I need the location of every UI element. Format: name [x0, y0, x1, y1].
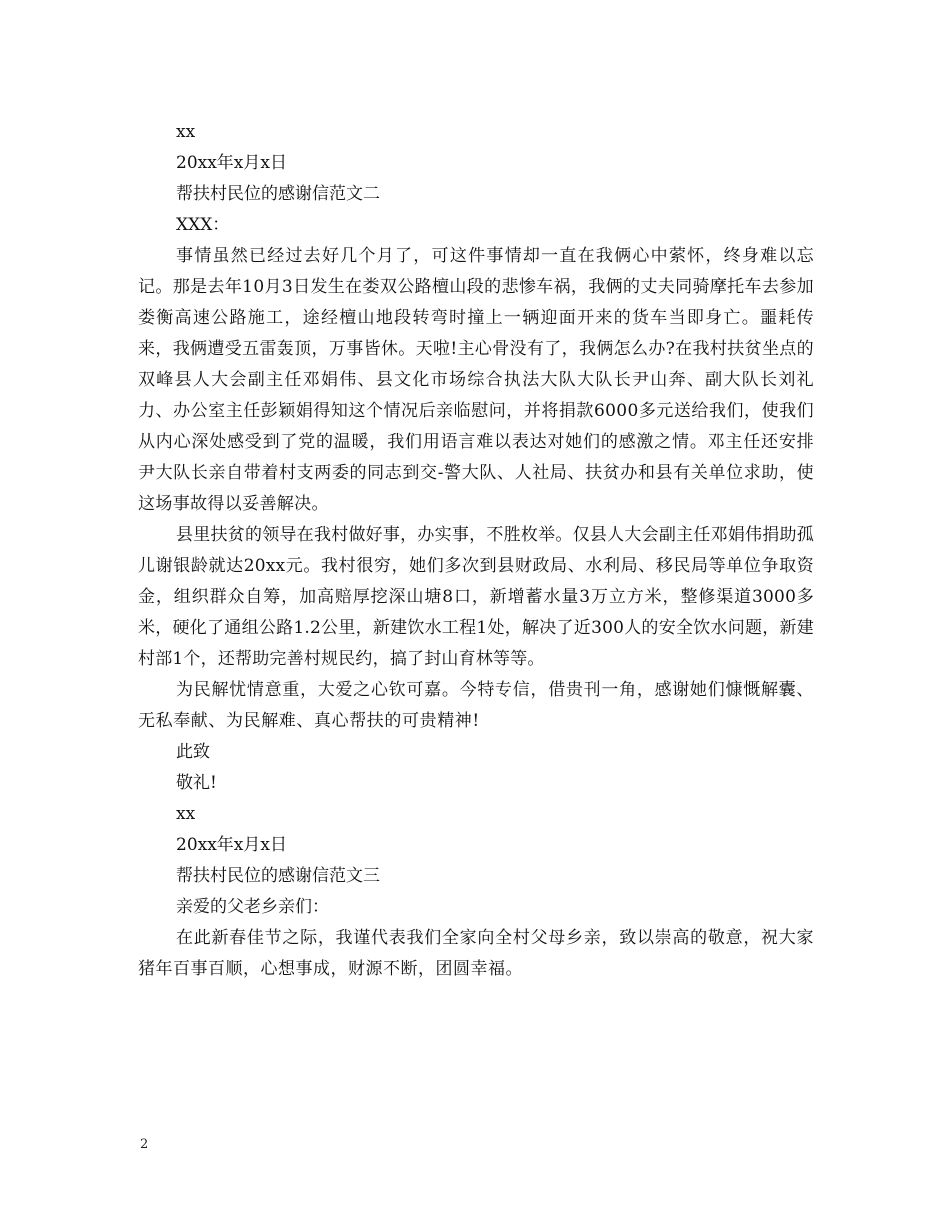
page-number: 2: [140, 1137, 149, 1152]
paragraph: 县里扶贫的领导在我村做好事，办实事，不胜枚举。仅县人大会副主任邓娟伟捐助孤儿谢银龄就达20xx元。我村很穷，她们多次到县财政局、水利局、移民局等单位争取资金，组织群众自筹，加高赔厚挖深山塘8口，新增蓄水量3万立方米，整修渠道3000多米，硬化了通组公路1.2公里，新建饮水工程1处，解决了近300人的安全饮水问题，新建村部1个，还帮助完善村规民约，搞了封山育林等等。: [138, 525, 814, 669]
salutation: XXX：: [176, 215, 230, 235]
document-body: [138, 117, 814, 985]
signature: xx: [176, 804, 196, 824]
paragraph: 在此新春佳节之际，我谨代表我们全家向全村父母乡亲，致以崇高的敬意，祝大家猪年百事百顺，心想事成，财源不断，团圆幸福。: [138, 928, 814, 979]
paragraph: 为民解忧情意重，大爱之心钦可嘉。今特专信，借贵刊一角，感谢她们慷慨解囊、无私奉献、为民解难、真心帮扶的可贵精神!: [138, 680, 814, 731]
closing-line: 此致: [176, 742, 210, 762]
letter-title: 帮扶村民位的感谢信范文三: [176, 866, 380, 886]
signature: xx: [176, 122, 196, 142]
date: 20xx年x月x日: [176, 153, 287, 173]
salutation: 亲爱的父老乡亲们：: [176, 897, 329, 917]
paragraph: 事情虽然已经过去好几个月了，可这件事情却一直在我俩心中萦怀，终身难以忘记。那是去年10月3日发生在娄双公路檀山段的悲惨车祸，我俩的丈夫同骑摩托车去参加娄衡高速公路施工，途经檀山地段转弯时撞上一辆迎面开来的货车当即身亡。噩耗传来，我俩遭受五雷轰顶，万事皆休。天啦!主心骨没有了，我俩怎么办?在我村扶贫坐点的双峰县人大会副主任邓娟伟、县文化市场综合执法大队大队长尹山奔、副大队长刘礼力、办公室主任彭颖娟得知这个情况后亲临慰问，并将捐款6000多元送给我们，使我们从内心深处感受到了党的温暖，我们用语言难以表达对她们的感激之情。邓主任还安排尹大队长亲自带着村支两委的同志到交-警大队、人社局、扶贫办和县有关单位求助，使这场事故得以妥善解决。: [138, 246, 814, 514]
date: 20xx年x月x日: [176, 835, 287, 855]
closing-line: 敬礼!: [176, 773, 217, 793]
letter-title: 帮扶村民位的感谢信范文二: [176, 184, 380, 204]
